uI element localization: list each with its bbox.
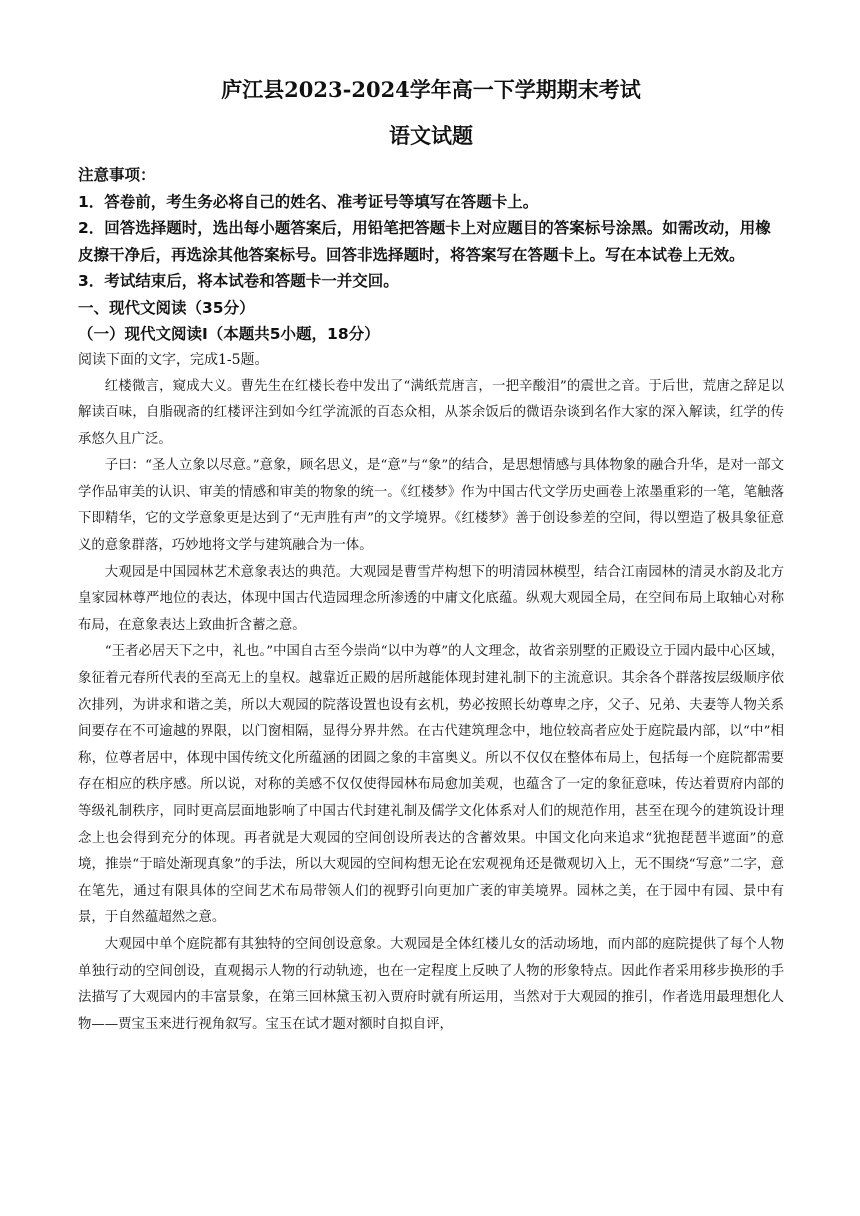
notice-item-1: 1．答卷前，考生务必将自己的姓名、准考证号等填写在答题卡上。 — [78, 192, 539, 211]
section-subheading: （一）现代文阅读Ⅰ（本题共5小题，18分） — [78, 325, 380, 343]
section-header — [78, 295, 784, 372]
exam-title: 庐江县2023-2024学年高一下学期期末考试 — [221, 77, 641, 102]
notice-heading: 注意事项： — [78, 166, 156, 184]
notice-block — [78, 162, 784, 295]
section-heading: 一、现代文阅读（35分） — [78, 298, 255, 317]
reading-passage — [78, 374, 784, 1039]
passage-paragraph-1: 红楼微言，窥成大义。曹先生在红楼长卷中发出了“满纸荒唐言，一把辛酸泪”的震世之音。于后世，荒唐之辞足以解读百味，自脂砚斋的红楼评注到如今红学流派的百态众相，从茶余饭后的微语杂谈到名作大家的深入解读，红学的传承悠久且广泛。 — [78, 378, 784, 447]
passage-paragraph-4: “王者必居天下之中，礼也。”中国自古至今崇尚“以中为尊”的人文理念，故省亲别墅的正殿设立于园内最中心区域，象征着元春所代表的至高无上的皇权。越靠近正殿的居所越能体现封建礼制下的主流意识。其余各个群落按层级顺序依次排列，为讲求和谐之美，所以大观园的院落设置也设有玄机，势必按照长幼尊卑之序，父子、兄弟、夫妻等人物关系间要存在不可逾越的界限，以门窗相隔，显得分界井然。在古代建筑理念中，地位较高者应处于庭院最内部，以“中”相称，位尊者居中，体现中国传统文化所蕴涵的团圆之象的丰富奥义。所以不仅仅在整体布局上，包括每一个庭院都需要存在相应的秩序感。所以说，对称的美感不仅仅使得园林布局愈加美观，也蕴含了一定的象征意味，传达着贾府内部的等级礼制秩序，同时更高层面地影响了中国古代封建礼制及儒学文化体系对人们的规范作用，甚至在现今的建筑设计理念上也会得到充分的体现。再者就是大观园的空间创设所表达的含蓄效果。中国文化向来追求“犹抱琵琶半遮面”的意境，推崇“于暗处渐现真象”的手法，所以大观园的空间构想无论在宏观视角还是微观切入上，无不围绕“写意”二字，意在笔先，通过有限具体的空间艺术布局带领人们的视野引向更加广袤的审美境界。园林之美，在于园中有园、景中有景，于自然蕴超然之意。 — [78, 644, 784, 926]
exam-subtitle: 语文试题 — [389, 123, 473, 148]
notice-item-3: 3．考试结束后，将本试卷和答题卡一并交回。 — [78, 272, 399, 290]
exam-page — [78, 72, 784, 1038]
reading-instruction: 阅读下面的文字，完成1-5题。 — [78, 351, 269, 368]
passage-paragraph-2: 子曰：“圣人立象以尽意。”意象，顾名思义，是“意”与“象”的结合，是思想情感与具体物象的融合升华，是对一部文学作品审美的认识、审美的情感和审美的物象的统一。《红楼梦》作为中国古代文学历史画卷上浓墨重彩的一笔，笔触落下即精华，它的文学意象更是达到了“无声胜有声”的文学境界。《红楼梦》善于创设参差的空间，得以塑造了极具象征意义的意象群落，巧妙地将文学与建筑融合为一体。 — [78, 458, 784, 554]
passage-paragraph-3: 大观园是中国园林艺术意象表达的典范。大观园是曹雪芹构想下的明清园林模型，结合江南园林的清灵水韵及北方皇家园林尊严地位的表达，体现中国古代造园理念所渗透的中庸文化底蕴。纵观大观园全局，在空间布局上取轴心对称布局，在意象表达上致曲折含蓄之意。 — [78, 564, 784, 633]
notice-item-2: 2．回答选择题时，选出每小题答案后，用铅笔把答题卡上对应题目的答案标号涂黑。如需改动，用橡皮擦干净后，再选涂其他答案标号。回答非选择题时，将答案写在答题卡上。写在本试卷上无效。 — [78, 219, 771, 264]
passage-paragraph-5: 大观园中单个庭院都有其独特的空间创设意象。大观园是全体红楼儿女的活动场地，而内部的庭院提供了每个人物单独行动的空间创设，直观揭示人物的行动轨迹，也在一定程度上反映了人物的形象特点。因此作者采用移步换形的手法描写了大观园内的丰富景象，在第三回林黛玉初入贾府时就有所运用，当然对于大观园的推引，作者选用最理想化人物——贾宝玉来进行视角叙写。宝玉在试才题对额时自拟自评， — [78, 936, 784, 1032]
